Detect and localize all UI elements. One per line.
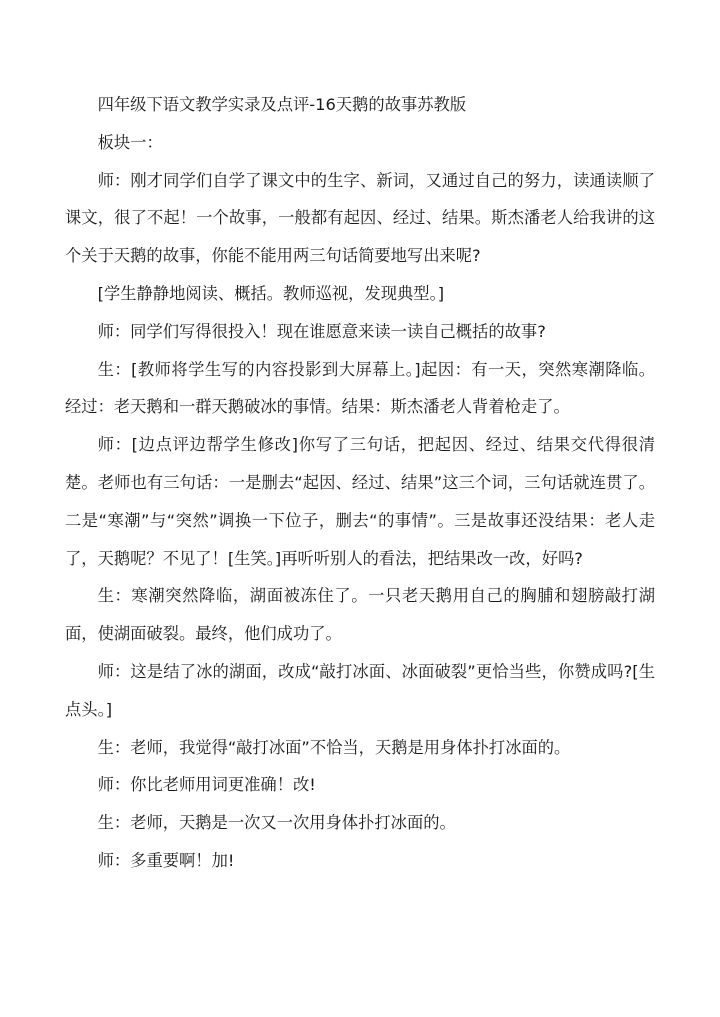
paragraph: 师：你比老师用词更准确！改! (97, 775, 316, 795)
document-page (65, 86, 655, 880)
section-heading: 板块一： (97, 132, 163, 152)
paragraph: 生：寒潮突然降临，湖面被冻住了。一只老天鹅用自己的胸脯和翅膀敲打湖面，使湖面破裂。最终，他们成功了。 (65, 586, 655, 644)
paragraph: 生：老师，天鹅是一次又一次用身体扑打冰面的。 (97, 813, 456, 833)
paragraph: 师：[边点评边帮学生修改]你写了三句话，把起因、经过、结果交代得很清楚。老师也有三句话：一是删去“起因、经过、结果”这三个词，三句话就连贯了。二是“寒潮”与“突然”调换一下位子，删去“的事情”。三是故事还没结果：老人走了，天鹅呢？不见了！[生笑。]再听听别人的看法，把结果改一改，好吗? (65, 435, 655, 568)
paragraph: 师：多重要啊！加! (97, 850, 235, 870)
paragraph: 生：老师，我觉得“敲打冰面”不恰当，天鹅是用身体扑打冰面的。 (97, 737, 571, 757)
paragraph: 师：这是结了冰的湖面，改成“敲打冰面、冰面破裂”更恰当些，你赞成吗?[生点头。] (65, 661, 655, 719)
paragraph: 生：[教师将学生写的内容投影到大屏幕上。]起因：有一天，突然寒潮降临。经过：老天鹅和一群天鹅破冰的事情。结果：斯杰潘老人背着枪走了。 (65, 359, 655, 417)
document-title: 四年级下语文教学实录及点评-16天鹅的故事苏教版 (97, 95, 467, 114)
paragraph: [学生静静地阅读、概括。教师巡视，发现典型。] (97, 283, 445, 303)
paragraph: 师：同学们写得很投入！现在谁愿意来读一读自己概括的故事? (97, 321, 546, 341)
paragraph: 师：刚才同学们自学了课文中的生字、新词，又通过自己的努力，读通读顺了课文，很了不起！一个故事，一般都有起因、经过、结果。斯杰潘老人给我讲的这个关于天鹅的故事，你能不能用两三句话简要地写出来呢? (65, 170, 655, 266)
